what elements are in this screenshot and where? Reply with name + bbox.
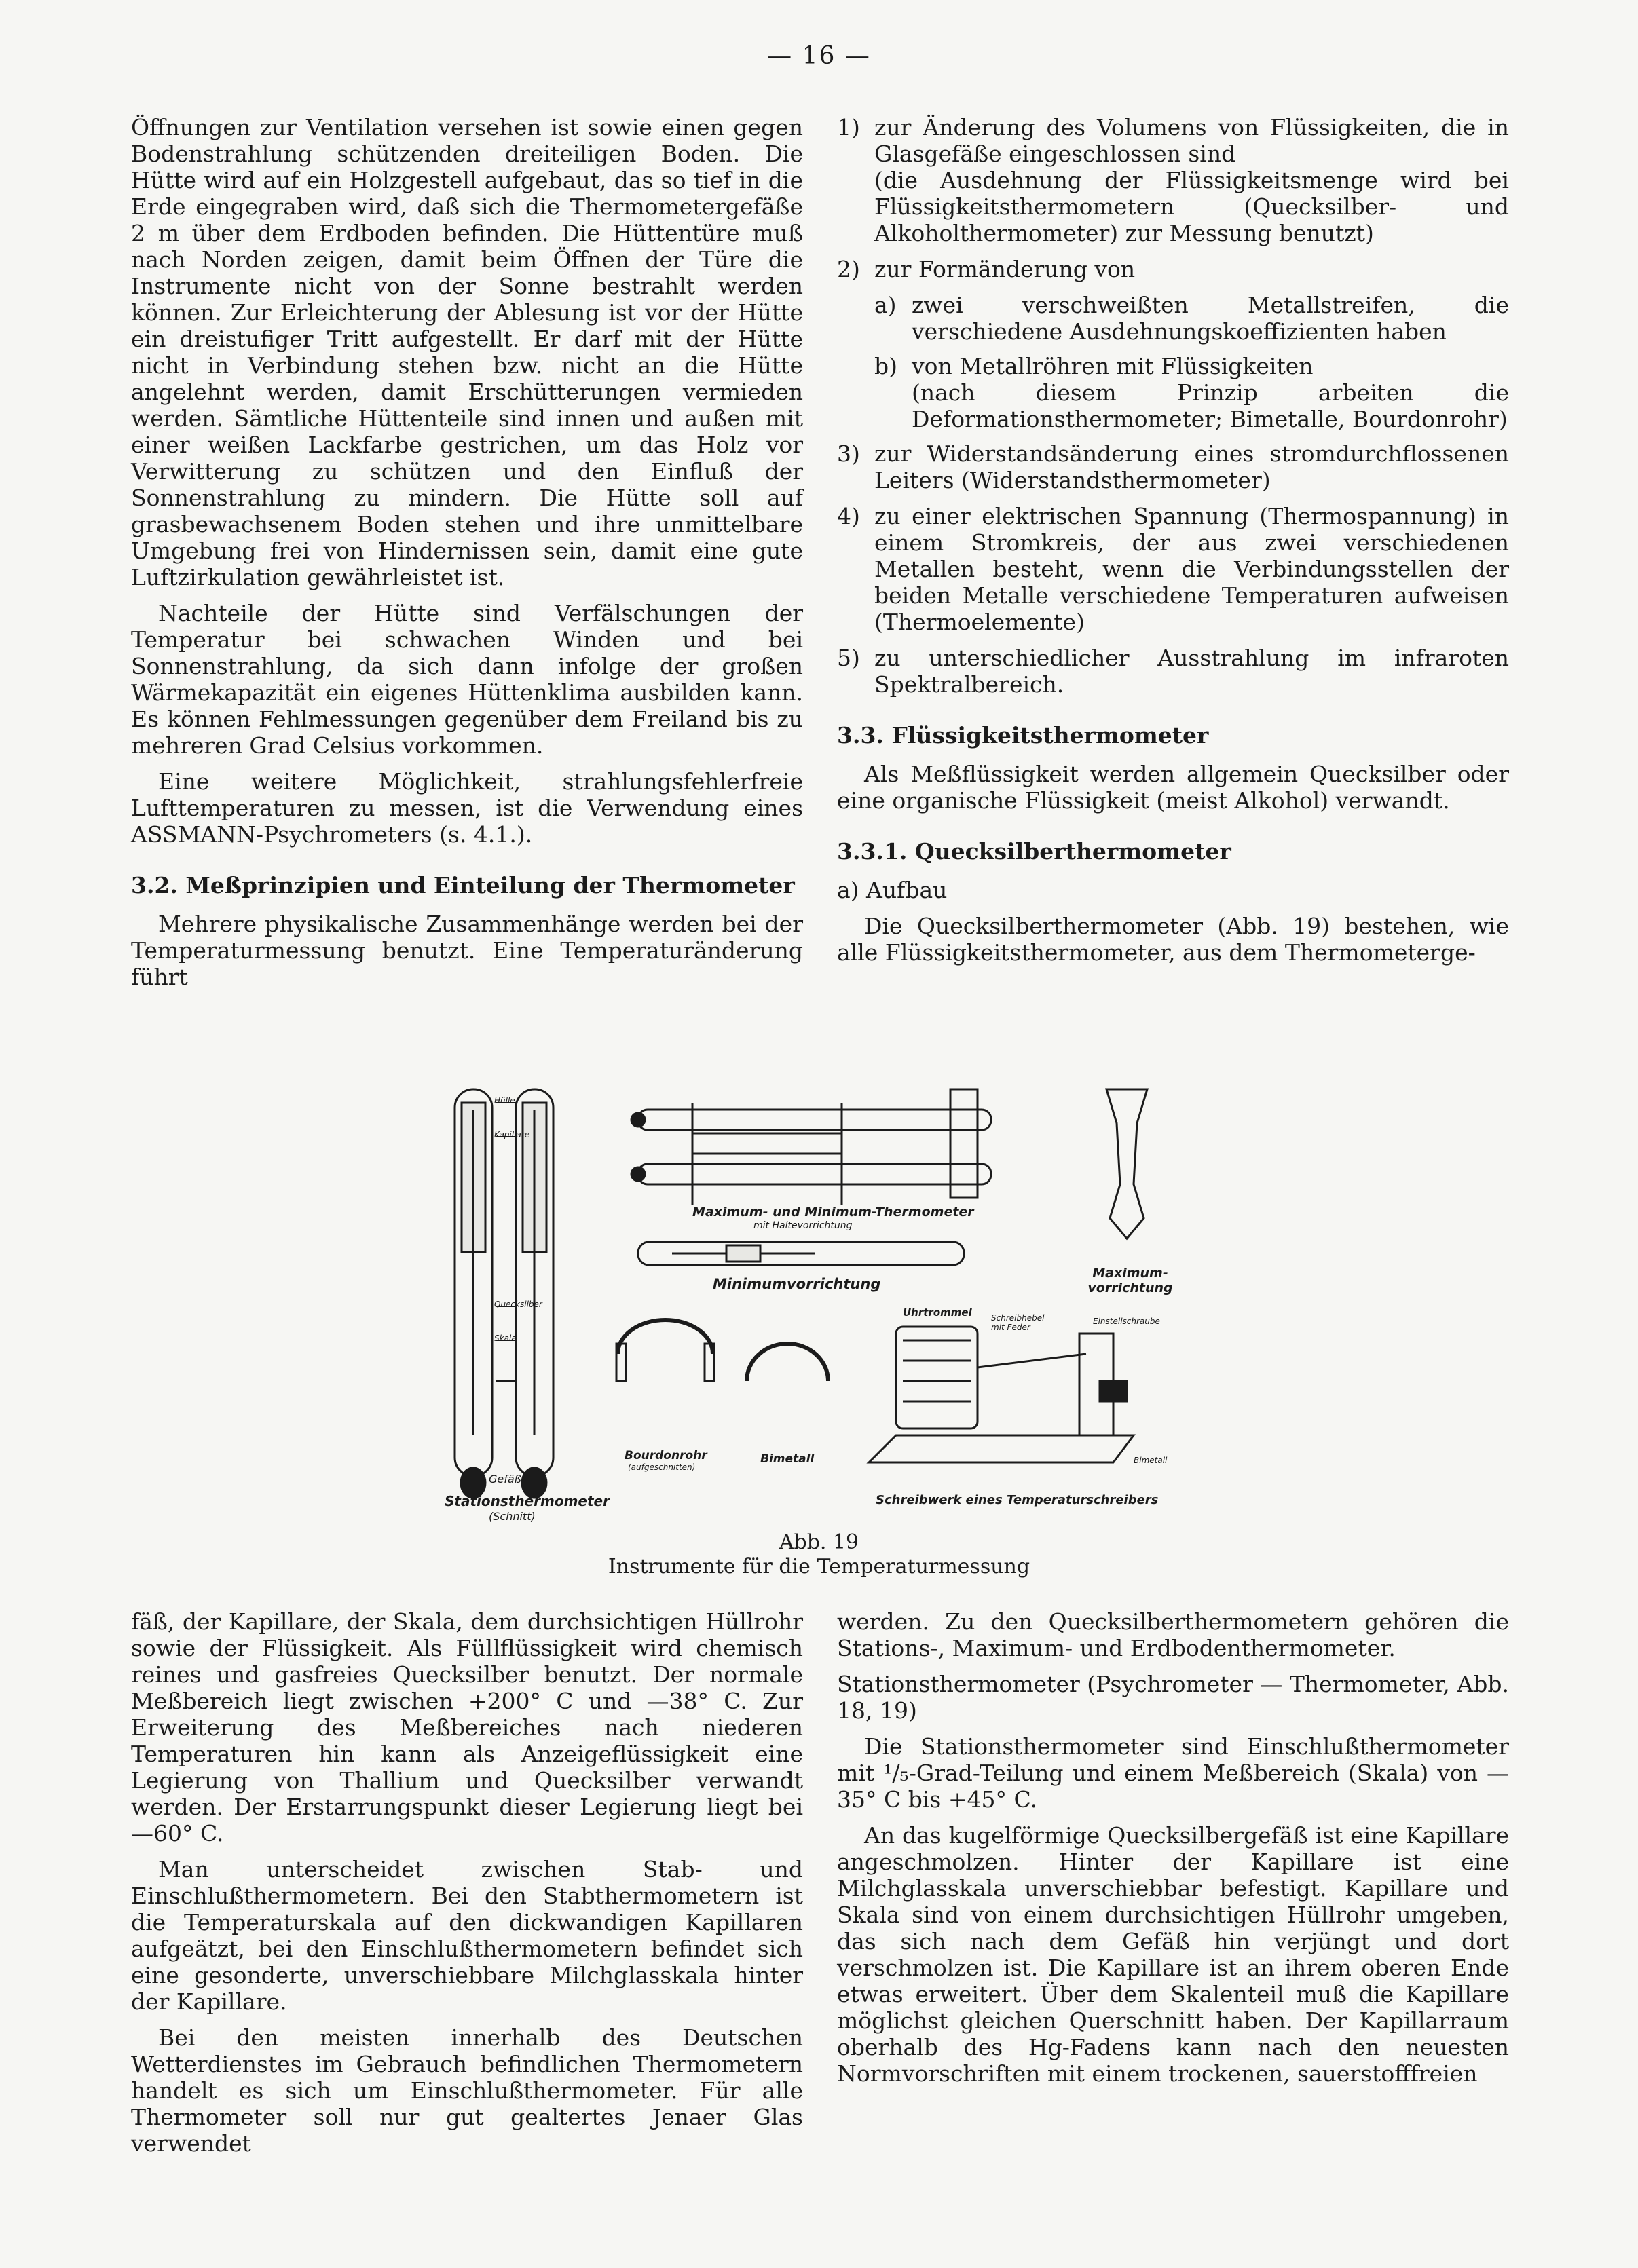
right-column-bottom: [837, 1608, 1509, 2096]
paragraph: Die Stationsthermometer sind Einschlußthermometer mit ¹/₅-Grad-Teilung und einem Meßbereich (Skala) von —35° C bis +45° C.: [837, 1733, 1509, 1813]
list-number: 3): [837, 440, 860, 467]
paragraph: Als Meßflüssigkeit werden allgemein Quecksilber oder eine organische Flüssigkeit (meist Alkohol) verwandt.: [837, 761, 1509, 814]
section-heading-3-3: 3.3. Flüssigkeitsthermometer: [837, 722, 1209, 749]
minimum-vorrichtung-drawing: [638, 1242, 964, 1265]
sub-heading-aufbau: a) Aufbau: [837, 877, 948, 903]
maximum-vorrichtung-drawing: [1106, 1089, 1147, 1239]
list-item: [837, 256, 1509, 282]
page-number: — 16 —: [767, 42, 871, 70]
list-text: zur Formänderung von: [874, 256, 1136, 282]
list-number: b): [874, 353, 897, 379]
label-bourdonrohr: Bourdonrohr: [625, 1449, 707, 1462]
paragraph: fäß, der Kapillare, der Skala, dem durchsichtigen Hüllrohr sowie der Flüssigkeit. Als Füllflüssigkeit wird chemisch reines und gasfreies Quecksilber benutzt. Der normale Meßbereich liegt zwischen +200° C und —38° C. Zur Erweiterung des Meßbereiches nach niederen Temperaturen hin kann als Anzeigeflüssigkeit eine Legierung von Thallium und Quecksilber verwandt werden. Der Erstarrungspunkt dieser Legierung liegt bei —60° C.: [131, 1608, 803, 1847]
label-halte: mit Haltevorrichtung: [753, 1220, 853, 1231]
maxmin-thermometer-drawing: [631, 1089, 991, 1205]
list-item: [837, 503, 1509, 635]
paragraph: werden. Zu den Quecksilberthermometern gehören die Stations-, Maximum- und Erdbodenthermometer.: [837, 1608, 1509, 1661]
label-maximumvorrichtung: Maximum-vorrichtung: [1087, 1266, 1173, 1296]
right-column-top: [837, 114, 1509, 975]
label-quecksilber: Quecksilber: [494, 1300, 542, 1309]
label-aufgeschnitten: (aufgeschnitten): [628, 1462, 696, 1472]
figure-caption-text: Instrumente für die Temperaturmessung: [608, 1555, 1030, 1579]
figure-drawing: [434, 1082, 1208, 1551]
figure-caption-number: Abb. 19: [779, 1530, 859, 1554]
list-text: zwei verschweißten Metallstreifen, die verschiedene Ausdehnungskoeffizienten haben: [912, 292, 1509, 345]
paragraph: Eine weitere Möglichkeit, strahlungsfehlerfreie Lufttemperaturen zu messen, ist die Verwendung eines ASSMANN-Psychrometers (s. 4.1.).: [131, 768, 803, 848]
label-maxmin: Maximum- und Minimum-Thermometer: [692, 1205, 974, 1220]
label-gefaess: Gefäß: [489, 1473, 521, 1486]
bimetall-drawing: [747, 1344, 828, 1381]
label-stationsthermometer: Stationsthermometer: [445, 1493, 610, 1509]
paragraph: Mehrere physikalische Zusammenhänge werden bei der Temperaturmessung benutzt. Eine Temperaturänderung führt: [131, 911, 803, 990]
label-huelle: Hülle: [494, 1096, 515, 1105]
left-column-bottom: [131, 1608, 803, 2166]
label-uhrtrommel: Uhrtrommel: [903, 1306, 972, 1319]
label-bimetall: Bimetall: [760, 1452, 815, 1466]
list-number: 2): [837, 256, 860, 282]
section-heading-3-2: 3.2. Meßprinzipien und Einteilung der Thermometer: [131, 872, 795, 899]
list-number: 1): [837, 114, 860, 140]
list-text: von Metallröhren mit Flüssigkeiten: [912, 353, 1314, 379]
list-text: zu unterschiedlicher Ausstrahlung im infraroten Spektralbereich.: [874, 645, 1509, 698]
list-item: [837, 645, 1509, 698]
paragraph: Öffnungen zur Ventilation versehen ist sowie einen gegen Bodenstrahlung schützenden dreiteiligen Boden. Die Hütte wird auf ein Holzgestell aufgebaut, das so tief in die Erde eingegraben wird, daß sich die Thermometergefäße 2 m über dem Erdboden befinden. Die Hüttentüre muß nach Norden zeigen, damit beim Öffnen der Türe die Instrumente nicht von der Sonne bestrahlt werden können. Zur Erleichterung der Ablesung ist vor der Hütte ein dreistufiger Tritt aufgestellt. Er darf mit der Hütte nicht in Verbindung stehen bzw. nicht an die Hütte angelehnt werden, damit Erschütterungen vermieden werden. Sämtliche Hüttenteile sind innen und außen mit einer weißen Lackfarbe gestrichen, um das Holz vor Verwitterung zu schützen und den Einfluß der Sonnenstrahlung zu mindern. Die Hütte soll auf grasbewachsenem Boden stehen und ihre unmittelbare Umgebung frei von Hindernissen sein, damit eine gute Luftzirkulation gewährleistet ist.: [131, 114, 803, 590]
list-text: zur Änderung des Volumens von Flüssigkeiten, die in Glasgefäße eingeschlossen sind: [874, 114, 1509, 167]
list-item: [837, 114, 1509, 246]
paragraph: Nachteile der Hütte sind Verfälschungen der Temperatur bei schwachen Winden und bei Sonnenstrahlung, da sich dann infolge der großen Wärmekapazität ein eigenes Hüttenklima ausbilden kann. Es können Fehlmessungen gegenüber dem Freiland bis zu mehreren Grad Celsius vorkommen.: [131, 600, 803, 759]
label-minimumvorrichtung: Minimumvorrichtung: [713, 1276, 881, 1292]
label-skala: Skala: [494, 1334, 517, 1343]
list-number: 4): [837, 503, 860, 529]
section-heading-3-3-1: 3.3.1. Quecksilberthermometer: [837, 838, 1231, 865]
list-note: (die Ausdehnung der Flüssigkeitsmenge wird bei Flüssigkeitsthermometern (Quecksilber- und Alkoholthermometer) zur Messung benutzt): [874, 167, 1509, 246]
list-number: a): [874, 292, 897, 318]
paragraph: An das kugelförmige Quecksilbergefäß ist eine Kapillare angeschmolzen. Hinter der Kapillare ist eine Milchglasskala unverschiebbar befestigt. Kapillare und Skala sind von einem durchsichtigen Hüllrohr umgeben, das sich nach dem Gefäß hin verjüngt und dort verschmolzen ist. Die Kapillare ist an ihrem oberen Ende etwas erweitert. Über dem Skalenteil muß die Kapillare möglichst gleichen Querschnitt haben. Der Kapillarraum oberhalb des Hg-Fadens kann nach den neuesten Normvorschriften mit einem trockenen, sauerstofffreien: [837, 1822, 1509, 2087]
label-kapillare: Kapillare: [494, 1130, 530, 1139]
list-text: zu einer elektrischen Spannung (Thermospannung) in einem Stromkreis, der aus zwei verschiedenen Metallen besteht, wenn die Verbindungsstellen der beiden Metalle verschiedene Temperaturen aufweisen (Thermoelemente): [874, 503, 1509, 635]
list-item: [837, 440, 1509, 493]
bourdonrohr-drawing: [616, 1320, 714, 1381]
paragraph: Man unterscheidet zwischen Stab- und Einschlußthermometern. Bei den Stabthermometern ist die Temperaturskala auf den dickwandigen Kapillaren aufgeätzt, bei den Einschlußthermometern befindet sich eine gesonderte, unverschiebbare Milchglasskala hinter der Kapillare.: [131, 1856, 803, 2015]
subheading-stationsthermometer: Stationsthermometer (Psychrometer — Thermometer, Abb. 18, 19): [837, 1671, 1509, 1724]
stationsthermometer-drawing: [455, 1089, 553, 1498]
label-schreibhebel: Schreibhebel mit Feder: [991, 1313, 1045, 1332]
list-number: 5): [837, 645, 860, 671]
list-note: (nach diesem Prinzip arbeiten die Deformationsthermometer; Bimetalle, Bourdonrohr): [912, 379, 1509, 432]
sub-list-item: [874, 292, 1509, 345]
temperaturschreiber-drawing: [869, 1327, 1134, 1462]
label-bimetall-recorder: Bimetall: [1134, 1456, 1168, 1465]
label-schnitt: (Schnitt): [489, 1510, 536, 1523]
label-schreibwerk: Schreibwerk eines Temperaturschreibers: [876, 1493, 1159, 1507]
sub-list-item: [874, 353, 1509, 432]
label-einstellschraube: Einstellschraube: [1093, 1317, 1160, 1326]
figure-instruments: [434, 1082, 1208, 1551]
paragraph: Bei den meisten innerhalb des Deutschen Wetterdienstes im Gebrauch befindlichen Thermometern handelt es sich um Einschlußthermometer. Für alle Thermometer soll nur gut gealtertes Jenaer Glas verwendet: [131, 2024, 803, 2157]
paragraph: Die Quecksilberthermometer (Abb. 19) bestehen, wie alle Flüssigkeitsthermometer, aus dem Thermometerge-: [837, 913, 1509, 966]
list-text: zur Widerstandsänderung eines stromdurchflossenen Leiters (Widerstandsthermometer): [874, 440, 1509, 493]
left-column-top: [131, 114, 803, 1000]
figure-caption: [0, 1530, 1638, 1579]
